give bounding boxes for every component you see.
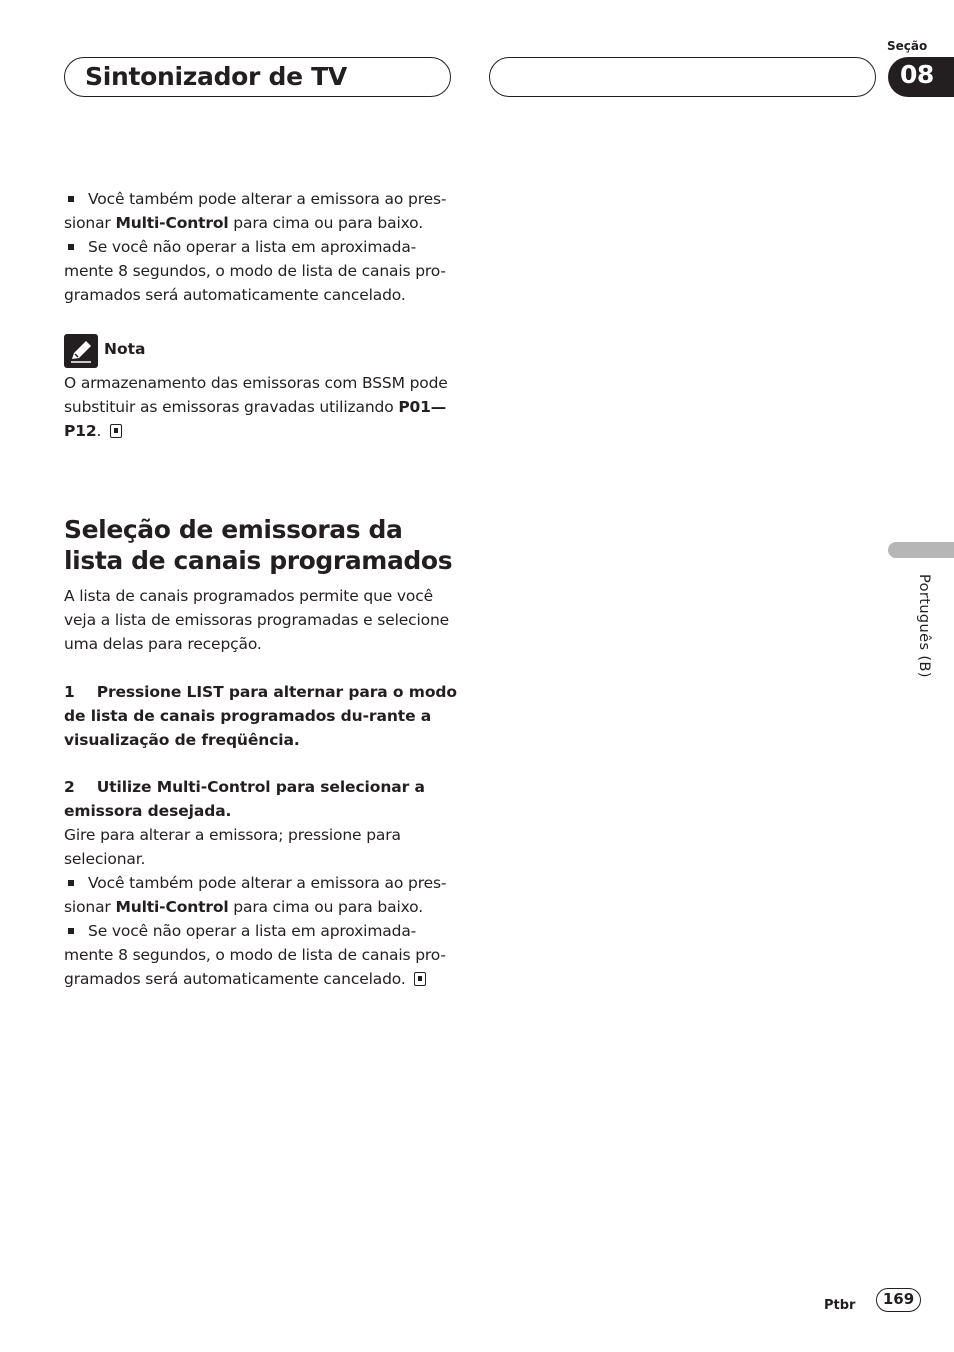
section-heading: Seleção de emissoras da lista de canais programados — [64, 515, 453, 575]
section-body — [64, 584, 458, 991]
language-tab-label: Português (B) — [916, 574, 932, 678]
header-title-pill — [64, 57, 451, 97]
list-item: Se você não operar a lista em aproximada-mente 8 segundos, o modo de lista de canais pro-gramados será automaticamente cancelado. — [64, 238, 446, 304]
section-number: 08 — [900, 60, 934, 89]
square-bullet-icon — [68, 244, 74, 250]
page-number-pill — [876, 1288, 921, 1312]
step-1: 1 Pressione LIST para alternar para o modo de lista de canais programados du-rante a visualização de freqüência. — [64, 683, 457, 749]
list-item: Se você não operar a lista em aproximada-mente 8 segundos, o modo de lista de canais pro-gramados será automaticamente cancelado. — [64, 922, 446, 988]
section-tab — [888, 57, 954, 97]
pencil-note-icon — [64, 334, 98, 368]
page-number: 169 — [882, 1290, 915, 1308]
language-tab-bar — [888, 542, 954, 558]
step-2: 2 Utilize Multi-Control para selecionar a emissora desejada. — [64, 778, 425, 820]
square-bullet-icon — [68, 880, 74, 886]
step-2-detail: Gire para alterar a emissora; pressione para selecionar. — [64, 826, 401, 868]
chapter-title: Sintonizador de TV — [85, 62, 347, 91]
square-bullet-icon — [68, 928, 74, 934]
list-item: Você também pode alterar a emissora ao pres-sionar Multi-Control para cima ou para baixo. — [64, 874, 447, 916]
top-bullet-list — [64, 187, 458, 307]
note-body: O armazenamento das emissoras com BSSM pode substituir as emissoras gravadas utilizando P01—P12. — [64, 374, 448, 440]
square-bullet-icon — [68, 196, 74, 202]
note-title: Nota — [104, 340, 146, 358]
end-of-section-icon — [414, 972, 426, 986]
footer-language-code: Ptbr — [824, 1298, 856, 1313]
end-of-section-icon — [110, 424, 122, 438]
list-item: Você também pode alterar a emissora ao pres-sionar Multi-Control para cima ou para baixo. — [64, 190, 447, 232]
header-blank-pill — [489, 57, 876, 97]
section-label: Seção — [887, 39, 928, 53]
section-intro: A lista de canais programados permite que você veja a lista de emissoras programadas e selecione uma delas para recepção. — [64, 587, 450, 653]
